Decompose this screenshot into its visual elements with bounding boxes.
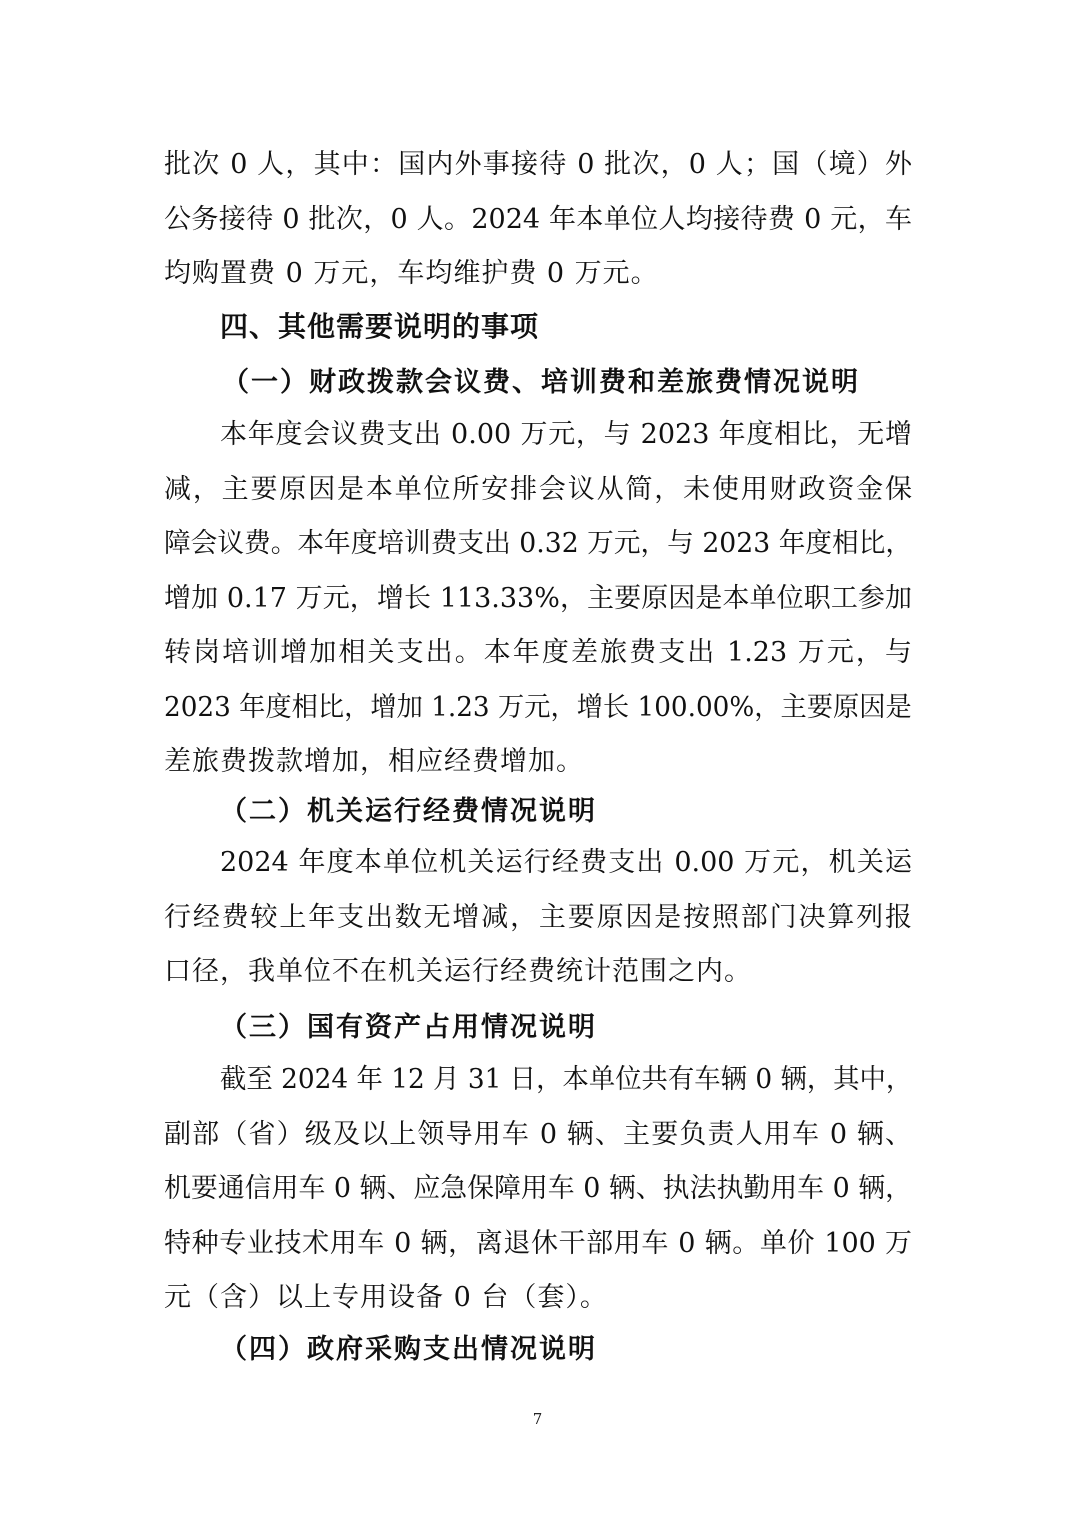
- text-line: 机要通信用车 0 辆、应急保障用车 0 辆、执法执勤用车 0 辆，: [164, 1173, 913, 1204]
- section-title: 四、其他需要说明的事项: [220, 310, 540, 343]
- paragraph-operating-expenses: [164, 836, 912, 1000]
- text-line: 增加 0.17 万元，增长 113.33%，主要原因是本单位职工参加: [164, 582, 912, 614]
- paragraph-meeting-training-travel: [164, 408, 912, 790]
- text-line: 副部（省）级及以上领导用车 0 辆、主要负责人用车 0 辆、: [164, 1118, 912, 1150]
- paragraph-state-assets: [164, 1053, 912, 1326]
- text-line: 转岗培训增加相关支出。本年度差旅费支出 1.23 万元，与: [164, 637, 912, 668]
- text-line: 2023 年度相比，增加 1.23 万元，增长 100.00%，主要原因是: [164, 691, 912, 723]
- paragraph-reception: [164, 138, 912, 302]
- text-line: 均购置费 0 万元，车均维护费 0 万元。: [164, 258, 659, 289]
- text-line: 公务接待 0 批次，0 人。2024 年本单位人均接待费 0 元，车: [164, 203, 912, 235]
- subsection-title-government-procurement: （四）政府采购支出情况说明: [220, 1334, 597, 1365]
- text-line: 批次 0 人，其中：国内外事接待 0 批次，0 人；国（境）外: [164, 149, 912, 180]
- text-line: 口径，我单位不在机关运行经费统计范围之内。: [164, 956, 752, 987]
- subsection-title-state-assets: （三）国有资产占用情况说明: [220, 1012, 597, 1043]
- page-number: 7: [532, 1410, 543, 1428]
- subsection-title-meeting-training-travel: （一）财政拨款会议费、培训费和差旅费情况说明: [222, 367, 860, 398]
- text-line: 行经费较上年支出数无增减，主要原因是按照部门决算列报: [164, 901, 912, 933]
- text-line: 元（含）以上专用设备 0 台（套）。: [164, 1282, 608, 1313]
- text-line: 本年度会议费支出 0.00 万元，与 2023 年度相比，无增: [220, 419, 912, 450]
- text-line: 特种专业技术用车 0 辆，离退休干部用车 0 辆。单价 100 万: [164, 1227, 912, 1259]
- text-line: 减，主要原因是本单位所安排会议从简，未使用财政资金保: [164, 473, 912, 505]
- text-line: 截至 2024 年 12 月 31 日，本单位共有车辆 0 辆，其中，: [220, 1064, 913, 1095]
- text-line: 差旅费拨款增加，相应经费增加。: [164, 746, 584, 777]
- text-line: 障会议费。本年度培训费支出 0.32 万元，与 2023 年度相比，: [164, 528, 913, 559]
- subsection-title-operating-expenses: （二）机关运行经费情况说明: [220, 796, 597, 827]
- text-line: 2024 年度本单位机关运行经费支出 0.00 万元，机关运: [220, 847, 912, 878]
